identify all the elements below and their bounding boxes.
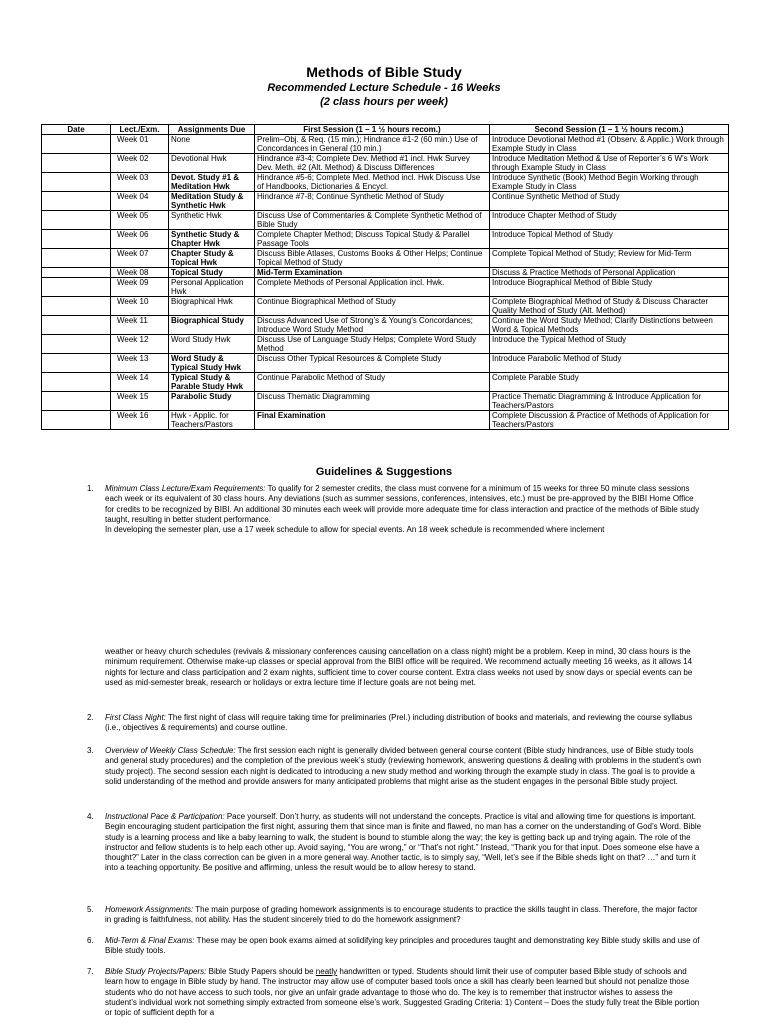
- schedule-date-cell: [42, 392, 111, 411]
- schedule-week-cell: Week 14: [111, 373, 169, 392]
- schedule-body: [42, 135, 729, 430]
- schedule-assignment-cell: Devotional Hwk: [169, 154, 255, 173]
- guideline-3: [87, 746, 705, 787]
- guideline-1: [87, 484, 705, 535]
- schedule-first-session-cell: Complete Chapter Method; Discuss Topical Study & Parallel Passage Tools: [255, 230, 490, 249]
- guideline-underlined-word: neatly: [315, 967, 338, 976]
- schedule-row: [42, 392, 729, 411]
- guideline-5: [87, 905, 705, 926]
- schedule-row: [42, 411, 729, 430]
- schedule-week-cell: Week 02: [111, 154, 169, 173]
- guideline-1-continued: [105, 647, 705, 688]
- schedule-first-session-cell: Continue Parabolic Method of Study: [255, 373, 490, 392]
- schedule-date-cell: [42, 192, 111, 211]
- guideline-heading: Homework Assignments:: [105, 905, 194, 914]
- guideline-text: The main purpose of grading homework assignments is to encourage students to practice the skills taught in class. Therefore, the major factor in grading is faithfulness, not ability. Has the student sincerely tried to do the homework assignment?: [105, 905, 698, 925]
- schedule-first-session-cell: Hindrance #5-6; Complete Med. Method incl. Hwk Discuss Use of Handbooks, Dictionaries & Encycl.: [255, 173, 490, 192]
- schedule-week-cell: Week 07: [111, 249, 169, 268]
- schedule-second-session-cell: Complete Parable Study: [490, 373, 729, 392]
- schedule-second-session-cell: Continue the Word Study Method; Clarify Distinctions between Word & Topical Methods: [490, 316, 729, 335]
- schedule-assignment-cell: Meditation Study & Synthetic Hwk: [169, 192, 255, 211]
- guideline-heading: Instructional Pace & Participation:: [105, 812, 225, 821]
- col-header-first-session: First Session (1 – 1 ½ hours recom.): [255, 125, 490, 135]
- guideline-heading: Overview of Weekly Class Schedule:: [105, 746, 236, 755]
- col-header-date: Date: [42, 125, 111, 135]
- schedule-date-cell: [42, 249, 111, 268]
- guideline-number: 2.: [87, 713, 94, 722]
- schedule-first-session-cell: Hindrance #3-4; Complete Dev. Method #1 incl. Hwk Survey Dev. Meth. #2 (Alt. Method) & Discuss Differences: [255, 154, 490, 173]
- schedule-second-session-cell: Introduce Chapter Method of Study: [490, 211, 729, 230]
- schedule-assignment-cell: Personal Application Hwk: [169, 278, 255, 297]
- schedule-assignment-cell: Word Study & Typical Study Hwk: [169, 354, 255, 373]
- schedule-date-cell: [42, 373, 111, 392]
- schedule-assignment-cell: Synthetic Hwk: [169, 211, 255, 230]
- schedule-first-session-cell: Discuss Advanced Use of Strong’s & Young’s Concordances; Introduce Word Study Method: [255, 316, 490, 335]
- guideline-number: 3.: [87, 746, 94, 755]
- schedule-row: [42, 230, 729, 249]
- schedule-date-cell: [42, 268, 111, 278]
- schedule-date-cell: [42, 154, 111, 173]
- schedule-assignment-cell: Word Study Hwk: [169, 335, 255, 354]
- schedule-row: [42, 278, 729, 297]
- schedule-first-session-cell: Final Examination: [255, 411, 490, 430]
- schedule-assignment-cell: Biographical Study: [169, 316, 255, 335]
- schedule-second-session-cell: Complete Discussion & Practice of Methods of Application for Teachers/Pastors: [490, 411, 729, 430]
- schedule-assignment-cell: Parabolic Study: [169, 392, 255, 411]
- document-subtitle: Recommended Lecture Schedule - 16 Weeks: [267, 82, 501, 94]
- schedule-week-cell: Week 16: [111, 411, 169, 430]
- schedule-date-cell: [42, 230, 111, 249]
- schedule-second-session-cell: Practice Thematic Diagramming & Introduce Application for Teachers/Pastors: [490, 392, 729, 411]
- document-title: Methods of Bible Study: [306, 64, 462, 80]
- schedule-table: [41, 124, 729, 430]
- schedule-row: [42, 249, 729, 268]
- guideline-4: [87, 812, 705, 874]
- schedule-date-cell: [42, 297, 111, 316]
- schedule-second-session-cell: Introduce Meditation Method & Use of Reporter’s 6 W’s Work through Example Study in Class: [490, 154, 729, 173]
- schedule-first-session-cell: Discuss Use of Language Study Helps; Complete Word Study Method: [255, 335, 490, 354]
- schedule-second-session-cell: Introduce Topical Method of Study: [490, 230, 729, 249]
- col-header-lecture: Lect./Exm.: [111, 125, 169, 135]
- guideline-text: weather or heavy church schedules (revivals & missionary conferences causing cancellation on a class night) might be a problem. Keep in mind, 30 class hours is the minimum requirement. Otherwise make-up classes or special approval from the BIBI office will be required. We recommend actually meeting 16 weeks, as it allows 14 nights for lecture and class participation and 2 exam nights, sufficient time to cover course content. Extra class weeks not used by snow days or special events can be used as mid-semester break, research or holidays or extra lecture time if lecture goals are not being met.: [105, 647, 693, 687]
- schedule-assignment-cell: None: [169, 135, 255, 154]
- schedule-week-cell: Week 09: [111, 278, 169, 297]
- schedule-assignment-cell: Topical Study: [169, 268, 255, 278]
- schedule-date-cell: [42, 316, 111, 335]
- schedule-row: [42, 192, 729, 211]
- guideline-heading: Minimum Class Lecture/Exam Requirements:: [105, 484, 266, 493]
- schedule-assignment-cell: Devot. Study #1 & Meditation Hwk: [169, 173, 255, 192]
- schedule-assignment-cell: Synthetic Study & Chapter Hwk: [169, 230, 255, 249]
- schedule-week-cell: Week 13: [111, 354, 169, 373]
- schedule-row: [42, 268, 729, 278]
- guideline-7: [87, 967, 705, 1018]
- schedule-first-session-cell: Discuss Bible Atlases, Customs Books & Other Helps; Continue Topical Method of Study: [255, 249, 490, 268]
- schedule-row: [42, 335, 729, 354]
- guideline-number: 7.: [87, 967, 94, 976]
- schedule-week-cell: Week 10: [111, 297, 169, 316]
- guideline-text: The first session each night is generally divided between general course content (Bible study hindrances, use of Bible study tools and general study procedures) and the completion of the previous week’s study (reviewing homework, answering questions & dealing with problems in the student’s own study project). The second session each night is dedicated to introducing a new study method and working through the example study in class. The goal is to provide a solid understanding of the method and provide answers for many anticipated problems that might arise as the student engages in the personal Bible study project.: [105, 746, 702, 786]
- schedule-second-session-cell: Complete Topical Method of Study; Review for Mid-Term: [490, 249, 729, 268]
- guideline-text: These may be open book exams aimed at solidifying key principles and procedures taught and demonstrating key Bible study skills and use of Bible study tools.: [105, 936, 700, 956]
- schedule-first-session-cell: Hindrance #7-8; Continue Synthetic Method of Study: [255, 192, 490, 211]
- guideline-heading: Mid-Term & Final Exams:: [105, 936, 195, 945]
- guideline-text: To qualify for 2 semester credits, the class must convene for a minimum of 15 weeks for three 50 minute class sessions each week or its equivalent of 30 class hours. Any deviations (such as summer sessions, conferences, intensives, etc.) must be pre-approved by the BIBI Home Office for credits to be recognized by BIBI. An additional 30 minutes each week will provide more adequate time for class interaction and practice of the methods of Bible study taught, resulting in better student performance.: [105, 484, 700, 524]
- schedule-row: [42, 316, 729, 335]
- schedule-week-cell: Week 03: [111, 173, 169, 192]
- schedule-first-session-cell: Mid-Term Examination: [255, 268, 490, 278]
- guideline-heading: Bible Study Projects/Papers:: [105, 967, 207, 976]
- col-header-second-session: Second Session (1 – 1 ½ hours recom.): [490, 125, 729, 135]
- guideline-heading: First Class Night:: [105, 713, 166, 722]
- schedule-second-session-cell: Complete Biographical Method of Study & Discuss Character Quality Method of Study (Alt. Method): [490, 297, 729, 316]
- schedule-assignment-cell: Hwk - Applic. for Teachers/Pastors: [169, 411, 255, 430]
- schedule-first-session-cell: Discuss Thematic Diagramming: [255, 392, 490, 411]
- schedule-row: [42, 135, 729, 154]
- schedule-date-cell: [42, 335, 111, 354]
- guideline-text: The first night of class will require taking time for preliminaries (Prel.) including distribution of books and materials, and reviewing the course syllabus (i.e., objectives & requirements) and course outline.: [105, 713, 693, 733]
- schedule-week-cell: Week 11: [111, 316, 169, 335]
- schedule-assignment-cell: Chapter Study & Topical Hwk: [169, 249, 255, 268]
- col-header-assignments: Assignments Due: [169, 125, 255, 135]
- schedule-assignment-cell: Biographical Hwk: [169, 297, 255, 316]
- schedule-first-session-cell: Continue Biographical Method of Study: [255, 297, 490, 316]
- schedule-second-session-cell: Introduce Biographical Method of Bible Study: [490, 278, 729, 297]
- schedule-row: [42, 297, 729, 316]
- schedule-date-cell: [42, 278, 111, 297]
- schedule-second-session-cell: Discuss & Practice Methods of Personal Application: [490, 268, 729, 278]
- guideline-2: [87, 713, 705, 734]
- schedule-week-cell: Week 05: [111, 211, 169, 230]
- schedule-second-session-cell: Introduce Synthetic (Book) Method Begin Working through Example Study in Class: [490, 173, 729, 192]
- schedule-week-cell: Week 08: [111, 268, 169, 278]
- guideline-text: handwritten or typed. Students should limit their use of computer based Bible study of schools and learn how to engage in Bible study by hand. The instructor may allow use of computer based tools once a skill has clearly been learned but should not penalize those students who do not have access to such tools, nor give an unfair grade advantage to those who do. The key is to remember that instructor wishes to assess the student’s individual work not something simply extracted from someone else’s work. Suggested Grading Criteria: 1) Content – Does the study fully treat the Bible portion or topic of sufficient depth for a: [105, 967, 700, 1018]
- schedule-date-cell: [42, 135, 111, 154]
- schedule-row: [42, 373, 729, 392]
- schedule-row: [42, 154, 729, 173]
- schedule-first-session-cell: Complete Methods of Personal Application incl. Hwk.: [255, 278, 490, 297]
- schedule-first-session-cell: Discuss Use of Commentaries & Complete Synthetic Method of Bible Study: [255, 211, 490, 230]
- schedule-second-session-cell: Introduce Parabolic Method of Study: [490, 354, 729, 373]
- guideline-number: 5.: [87, 905, 94, 914]
- schedule-row: [42, 354, 729, 373]
- schedule-header-row: [42, 125, 729, 135]
- schedule-date-cell: [42, 411, 111, 430]
- schedule-date-cell: [42, 211, 111, 230]
- schedule-week-cell: Week 06: [111, 230, 169, 249]
- schedule-second-session-cell: Introduce Devotional Method #1 (Observ. & Applic.) Work through Example Study in Class: [490, 135, 729, 154]
- schedule-row: [42, 173, 729, 192]
- schedule-second-session-cell: Continue Synthetic Method of Study: [490, 192, 729, 211]
- schedule-first-session-cell: Prelim–Obj. & Req. (15 min.); Hindrance #1-2 (60 min.) Use of Concordances in General (10 min.): [255, 135, 490, 154]
- schedule-date-cell: [42, 354, 111, 373]
- schedule-row: [42, 211, 729, 230]
- schedule-week-cell: Week 01: [111, 135, 169, 154]
- schedule-date-cell: [42, 173, 111, 192]
- schedule-assignment-cell: Typical Study & Parable Study Hwk: [169, 373, 255, 392]
- guideline-number: 6.: [87, 936, 94, 945]
- schedule-first-session-cell: Discuss Other Typical Resources & Complete Study: [255, 354, 490, 373]
- guideline-text-continued: In developing the semester plan, use a 17 week schedule to allow for special events. An 18 week schedule is recommended where inclement: [105, 525, 605, 535]
- schedule-week-cell: Week 15: [111, 392, 169, 411]
- guidelines-title: Guidelines & Suggestions: [315, 466, 453, 478]
- guideline-6: [87, 936, 705, 957]
- guideline-text: Bible Study Papers should be: [206, 967, 316, 976]
- schedule-second-session-cell: Introduce the Typical Method of Study: [490, 335, 729, 354]
- guideline-text: Pace yourself. Don’t hurry, as students will not understand the concepts. Practice is vital and allowing time for questions is important. Begin encouraging student participation the first night, assuring them that since man is finite and flawed, no man has a corner on the understanding of God’s Word. Bible study is a learning process and like a baby learning to walk, the student is bound to stumble along the way; the key is getting back up and trying again. The role of the instructor and fellow students is to help each other up. Avoid saying, “You are wrong,” or “That’s not right.” Instead, “Thank you for that input. Does someone else have a thought?” Later in the class correction can be given in a more general way. Another tactic, is to simply say, “Well, let’s see if the Bible sheds light on that? …” and turn it into a teaching opportunity. Be positive and affirming, unless the result would be to allow heresy to stand.: [105, 812, 702, 873]
- schedule-week-cell: Week 12: [111, 335, 169, 354]
- guideline-number: 1.: [87, 484, 94, 493]
- schedule-week-cell: Week 04: [111, 192, 169, 211]
- document-subtitle-hours: (2 class hours per week): [320, 96, 448, 108]
- guideline-number: 4.: [87, 812, 94, 821]
